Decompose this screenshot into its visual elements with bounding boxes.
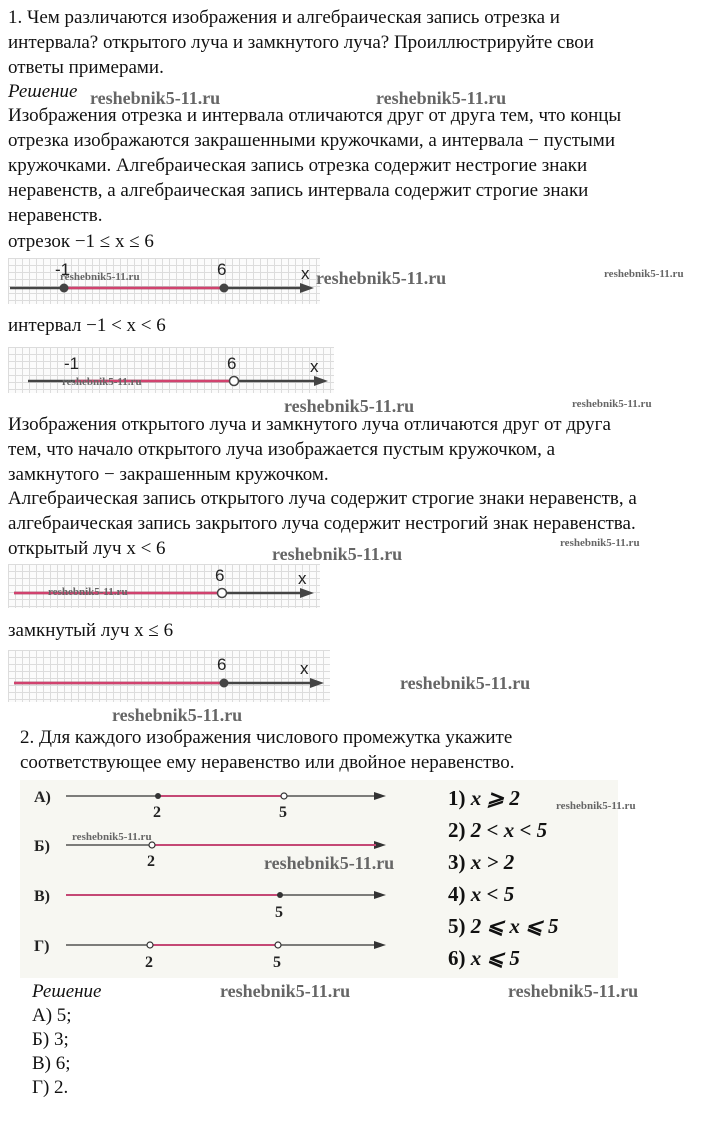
answer-line: А) 5;	[32, 1005, 72, 1026]
segment-label: отрезок −1 ≤ x ≤ 6	[8, 231, 154, 252]
task1-paragraph-line: неравенств.	[8, 205, 103, 226]
option-6: 6) x ⩽ 5	[448, 946, 520, 970]
task1-paragraph-line: неравенств, а алгебраическая запись интервала содержит строгие знаки	[8, 180, 589, 201]
axis-x-label: x	[310, 357, 319, 376]
answer-line: В) 6;	[32, 1053, 71, 1074]
task1-paragraph-line: замкнутого − закрашенным кружочком.	[8, 464, 329, 485]
tick-label: -1	[55, 260, 71, 279]
tick-label: 6	[217, 260, 227, 279]
task1-paragraph-line: кружочками. Алгебраическая запись отрезка содержит нестрогие знаки	[8, 155, 588, 176]
interval-grid	[8, 347, 334, 393]
tick-label: 6	[227, 354, 237, 373]
watermark: reshebnik5-11.ru	[220, 981, 351, 1001]
task2-question-line: 2. Для каждого изображения числового промежутка укажите	[20, 727, 513, 748]
axis-x-label: x	[300, 659, 309, 678]
open-point	[281, 793, 287, 799]
task2-solution-label: Решение	[32, 981, 102, 1002]
axis-x-label: x	[301, 264, 310, 283]
task1-paragraph-line: алгебраическая запись закрытого луча содержит нестрогий знак неравенства.	[8, 513, 636, 534]
watermark: reshebnik5-11.ru	[572, 398, 652, 410]
answer-line: Б) 3;	[32, 1029, 69, 1050]
tick-label: -1	[64, 354, 80, 373]
option-5: 5) 2 ⩽ x ⩽ 5	[448, 914, 559, 938]
closed-ray-label: замкнутый луч x ≤ 6	[8, 620, 174, 641]
watermark: reshebnik5-11.ru	[62, 376, 142, 388]
task1-paragraph-line: Изображения отрезка и интервала отличаются друг от друга тем, что концы	[8, 105, 622, 126]
filled-point	[60, 284, 69, 293]
filled-point	[220, 679, 229, 688]
axis-x-label: x	[298, 569, 307, 588]
watermark: reshebnik5-11.ru	[272, 544, 403, 564]
open-point	[218, 589, 227, 598]
task1-question-line: интервала? открытого луча и замкнутого луча? Проиллюстрируйте свои	[8, 32, 594, 53]
watermark: reshebnik5-11.ru	[264, 853, 395, 873]
row-letter: Б)	[34, 838, 50, 855]
filled-point	[155, 793, 161, 799]
watermark: reshebnik5-11.ru	[48, 586, 128, 598]
watermark: reshebnik5-11.ru	[604, 268, 684, 280]
watermark: reshebnik5-11.ru	[560, 537, 640, 549]
tick-label: 6	[215, 566, 225, 585]
option-1: 1) x ⩾ 2	[448, 786, 520, 810]
row-letter: В)	[34, 888, 50, 905]
option-4: 4) x < 5	[448, 882, 515, 906]
watermark: reshebnik5-11.ru	[556, 800, 636, 812]
watermark: reshebnik5-11.ru	[376, 88, 507, 108]
tick-label: 5	[279, 804, 287, 821]
closed-ray-grid	[8, 650, 330, 702]
task1-paragraph-line: Изображения открытого луча и замкнутого луча отличаются друг от друга	[8, 414, 611, 435]
watermark: reshebnik5-11.ru	[112, 705, 243, 725]
open-ray-label: открытый луч x < 6	[8, 538, 166, 559]
tick-label: 5	[275, 904, 283, 921]
open-point	[230, 377, 239, 386]
option-2: 2) 2 < x < 5	[448, 818, 548, 842]
tick-label: 5	[273, 954, 281, 971]
task1-paragraph-line: тем, что начало открытого луча изображается пустым кружочком, а	[8, 439, 556, 460]
task1-question-line: 1. Чем различаются изображения и алгебраическая запись отрезка и	[8, 7, 560, 28]
task2-figure-panel	[20, 780, 618, 978]
solution-label: Решение	[8, 81, 78, 102]
answer-line: Г) 2.	[32, 1077, 69, 1098]
task1-paragraph-line: Алгебраическая запись открытого луча содержит строгие знаки неравенств, а	[8, 488, 637, 509]
tick-label: 2	[145, 954, 153, 971]
tick-label: 2	[153, 804, 161, 821]
task1-question-line: ответы примерами.	[8, 57, 164, 78]
row-letter: Г)	[34, 938, 50, 955]
tick-label: 2	[147, 853, 155, 870]
open-point	[147, 942, 153, 948]
watermark: reshebnik5-11.ru	[508, 981, 639, 1001]
watermark: reshebnik5-11.ru	[400, 673, 531, 693]
interval-label: интервал −1 < x < 6	[8, 315, 166, 336]
task1-paragraph-line: отрезка изображаются закрашенными кружочками, а интервала − пустыми	[8, 130, 615, 151]
watermark: reshebnik5-11.ru	[284, 396, 415, 416]
task2-question-line: соответствующее ему неравенство или двойное неравенство.	[20, 752, 515, 773]
watermark: reshebnik5-11.ru	[316, 268, 447, 288]
open-point	[275, 942, 281, 948]
filled-point	[277, 892, 283, 898]
watermark: reshebnik5-11.ru	[90, 88, 221, 108]
filled-point	[220, 284, 229, 293]
row-letter: А)	[34, 789, 51, 806]
tick-label: 6	[217, 655, 227, 674]
watermark: reshebnik5-11.ru	[60, 271, 140, 283]
watermark: reshebnik5-11.ru	[72, 831, 152, 843]
option-3: 3) x > 2	[448, 850, 515, 874]
